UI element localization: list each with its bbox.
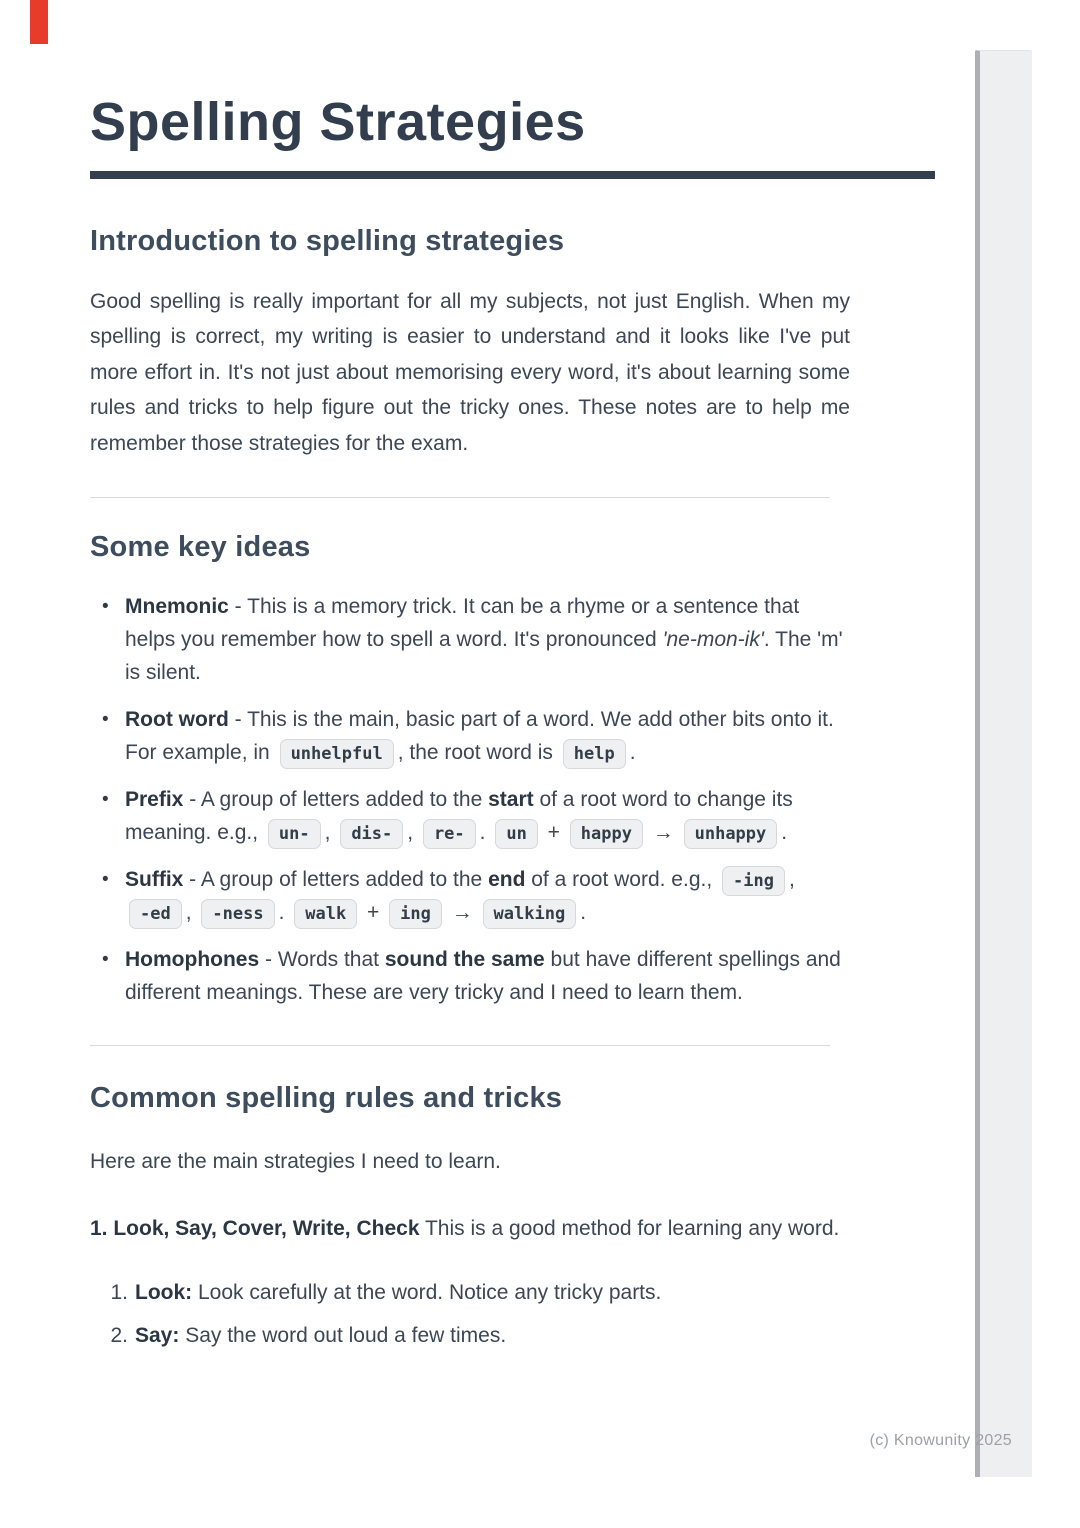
list-item-text: Root word - This is the main, basic part of a word. We add other bits onto it. For example, in unhelpful , the root word is help . [125,703,850,769]
red-marker [30,0,48,44]
bold-text: end [488,868,526,892]
code-chip: unhelpful [280,739,394,769]
bold-text: Look: [135,1281,193,1305]
list-item-text: Homophones - Words that sound the same but have different spellings and different meanings. These are very tricky and I need to learn them. [125,948,841,1005]
list-item-text: Suffix - A group of letters added to the end of a root word. e.g., -ing , -ed , -ness . walk + ing → walking . [125,863,850,929]
bold-text: start [488,788,534,812]
code-chip: help [563,739,626,769]
bold-text: Say: [135,1324,180,1348]
section-heading-introduction: Introduction to spelling strategies [90,224,565,257]
document-page [90,0,850,1362]
bold-text: Prefix [125,788,184,812]
ordered-step [104,1319,850,1352]
code-chip: re- [423,819,476,849]
bullet-marker: • [102,869,109,891]
copyright-watermark: (c) Knowunity 2025 [869,1432,1012,1449]
list-item [90,590,850,689]
title-underline [90,171,935,179]
rules-lead-text: Here are the main strategies I need to learn. [90,1150,501,1174]
code-chip: walk [294,899,357,929]
ordered-step [104,1276,850,1309]
section-heading-rules: Common spelling rules and tricks [90,1082,563,1115]
code-chip: -ness [201,899,274,929]
bullet-marker: • [102,709,109,731]
code-chip: un- [268,819,321,849]
page-title: Spelling Strategies [90,92,586,152]
section-heading-key-ideas: Some key ideas [90,531,311,564]
code-chip: walking [483,899,577,929]
list-item-text: Prefix - A group of letters added to the start of a root word to change its meaning. e.g., un- , dis- , re- . un + happy → unhappy . [125,783,850,849]
section-divider [90,1045,830,1046]
method-intro-text: 1. Look, Say, Cover, Write, Check This is a good method for learning any word. [90,1217,840,1241]
bullet-marker: • [102,949,109,971]
code-chip: happy [570,819,643,849]
bullet-marker: • [102,596,109,618]
code-chip: dis- [340,819,403,849]
list-item [90,943,850,1009]
bold-text: Homophones [125,948,260,972]
step-number: 2. [110,1324,128,1348]
bold-text: Root word [125,708,229,732]
code-chip: ing [389,899,442,929]
list-item [90,783,850,849]
code-chip: -ing [722,866,785,896]
list-item [90,703,850,769]
bold-text: 1. Look, Say, Cover, Write, Check [90,1217,420,1241]
bold-text: Mnemonic [125,595,229,619]
step-text: Say: Say the word out loud a few times. [135,1324,507,1348]
italic-text: 'ne-mon-ik' [662,628,764,652]
key-ideas-list [90,590,850,1009]
code-chip: un [495,819,537,849]
scrollbar-track[interactable] [975,50,1032,1477]
step-text: Look: Look carefully at the word. Notice any tricky parts. [135,1281,662,1305]
list-item [90,863,850,929]
intro-paragraph: Good spelling is really important for all my subjects, not just English. When my spelling is correct, my writing is easier to understand and it looks like I've put more effort in. It's not just about memorising every word, it's about learning some rules and tricks to help figure out the tricky ones. These notes are to help me remember those strategies for the exam. [90,289,850,455]
list-item-text: Mnemonic - This is a memory trick. It can be a rhyme or a sentence that helps you remember how to spell a word. It's pronounced 'ne-mon-ik'. The 'm' is silent. [125,595,843,685]
step-number: 1. [110,1281,128,1305]
code-chip: -ed [129,899,182,929]
code-chip: unhappy [684,819,778,849]
bullet-marker: • [102,789,109,811]
section-divider [90,497,830,498]
bold-text: Suffix [125,868,184,892]
bold-text: sound the same [384,948,545,972]
method-steps-list [90,1276,850,1352]
